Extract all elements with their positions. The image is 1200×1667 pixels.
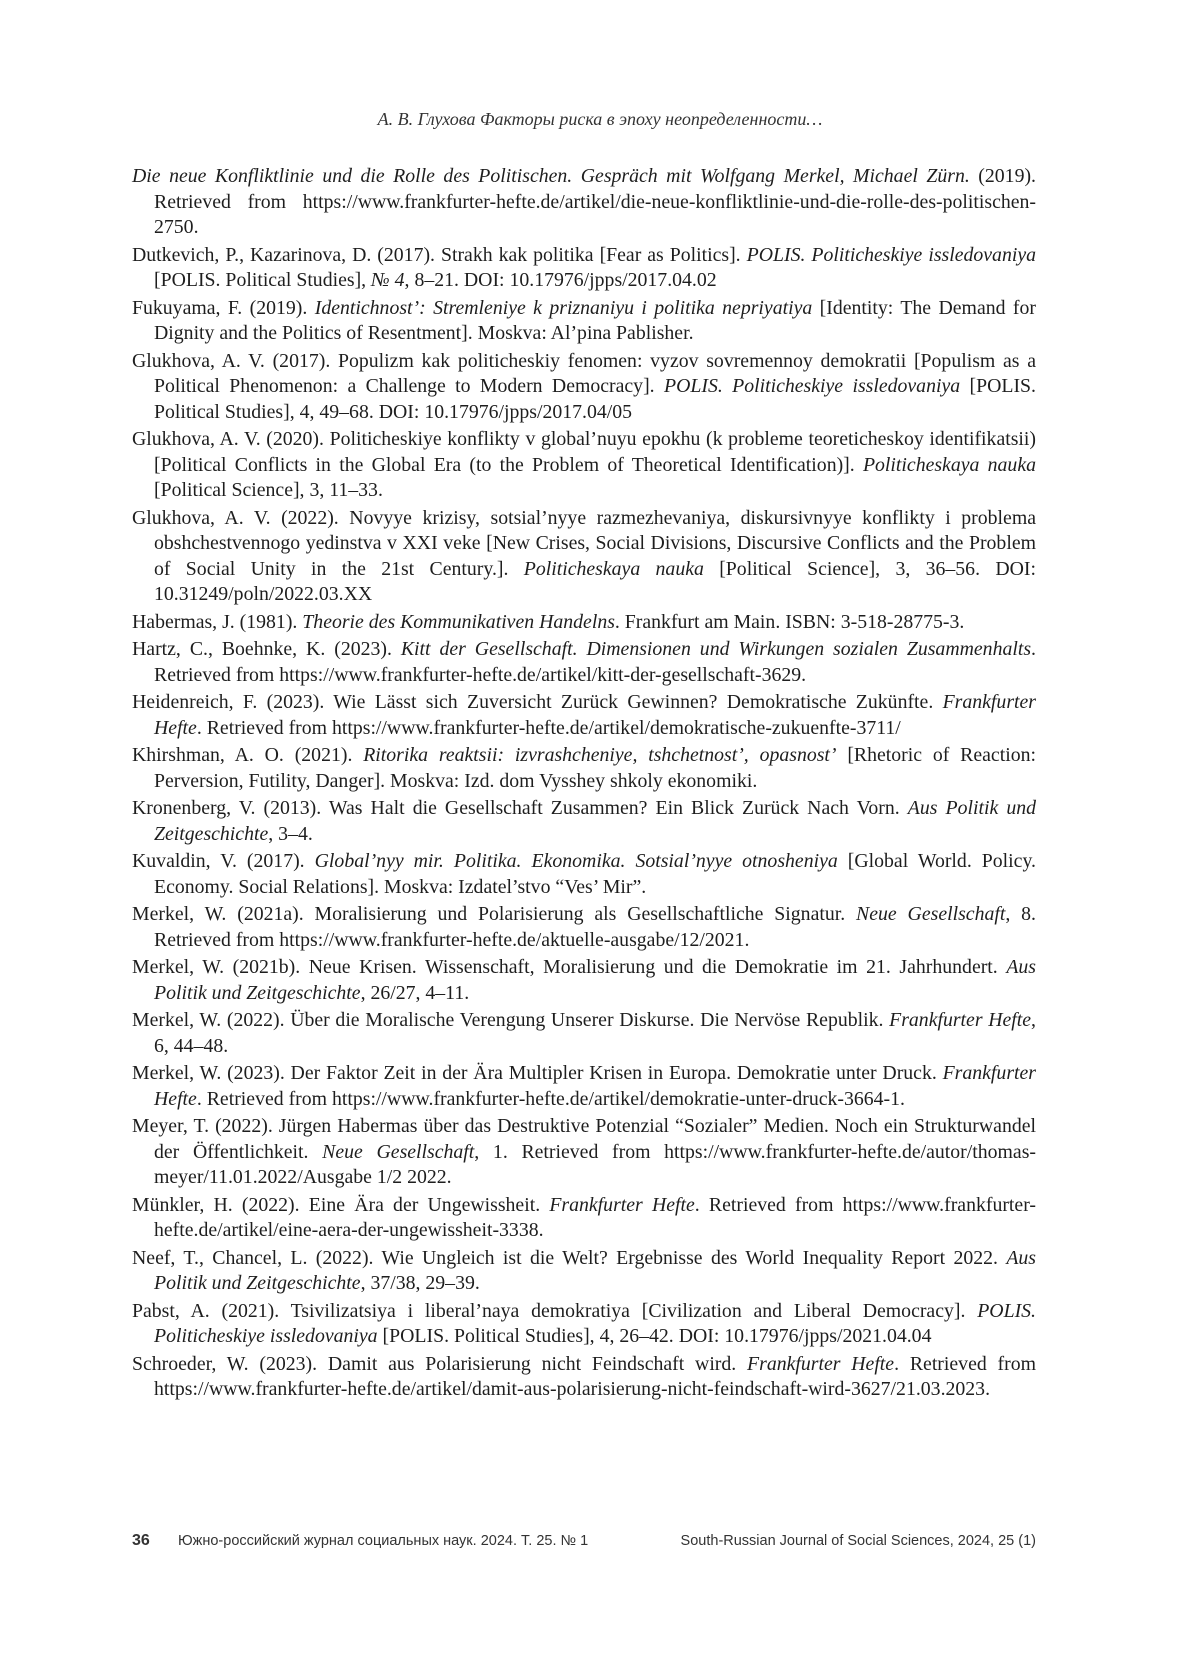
journal-title-en: South-Russian Journal of Social Sciences, 2024, 25 (1) xyxy=(680,1533,1036,1549)
reference-entry xyxy=(132,427,1036,504)
reference-text-segment: , 1. Retrieved from https://www.frankfurter-hefte.de/autor/thomas-meyer/11.01.2022/Ausgabe 1/2 2022. xyxy=(154,1140,1036,1188)
reference-entry xyxy=(132,1193,1036,1244)
reference-italic-segment: POLIS. Politicheskiye issledovaniya xyxy=(154,1299,1036,1347)
reference-italic-segment: № 4 xyxy=(371,269,405,291)
reference-text-segment: Münkler, H. (2022). Eine Ära der Ungewissheit. xyxy=(132,1193,550,1216)
reference-text-segment: . Frankfurt am Main. ISBN: 3-518-28775-3. xyxy=(614,610,965,633)
reference-entry xyxy=(132,796,1036,847)
reference-text-segment: Neef, T., Chancel, L. (2022). Wie Ungleich ist die Welt? Ergebnisse des World Inequality Report 2022. xyxy=(132,1246,1007,1269)
reference-entry xyxy=(132,1352,1036,1403)
reference-italic-segment: Frankfurter Hefte xyxy=(549,1193,695,1216)
reference-text-segment: . Retrieved from https://www.frankfurter-hefte.de/artikel/demokratische-zukuenfte-3711/ xyxy=(196,716,901,739)
reference-text-segment: , 8–21. DOI: 10.17976/jpps/2017.04.02 xyxy=(404,269,717,291)
reference-entry xyxy=(132,296,1036,347)
reference-text-segment: , 37/38, 29–39. xyxy=(360,1272,480,1294)
reference-italic-segment: Frankfurter Hefte xyxy=(747,1352,895,1375)
journal-title-ru: Южно-российский журнал социальных наук. 2024. Т. 25. № 1 xyxy=(178,1533,589,1549)
reference-entry xyxy=(132,243,1036,294)
reference-text-segment: . Retrieved from https://www.frankfurter-hefte.de/artikel/eine-aera-der-ungewissheit-3338. xyxy=(154,1193,1036,1241)
reference-entry xyxy=(132,349,1036,426)
page-number: 36 xyxy=(132,1532,150,1549)
reference-italic-segment: Global’nyy mir. Politika. Ekonomika. Sotsial’nyye otnosheniya xyxy=(314,850,838,872)
reference-text-segment: Schroeder, W. (2023). Damit aus Polarisierung nicht Feindschaft wird. xyxy=(132,1352,748,1375)
reference-text-segment: Kronenberg, V. (2013). Was Halt die Gesellschaft Zusammen? Ein Blick Zurück Nach Vorn. xyxy=(132,797,908,819)
reference-italic-segment: Aus Politik und Zeitgeschichte xyxy=(154,797,1036,845)
reference-entry xyxy=(132,1008,1036,1059)
reference-italic-segment: POLIS. Politicheskiye issledovaniya xyxy=(663,375,961,397)
reference-text-segment: Merkel, W. (2022). Über die Moralische Verengung Unserer Diskurse. Die Nervöse Republik. xyxy=(132,1009,890,1031)
reference-entry xyxy=(132,1061,1036,1112)
reference-entry xyxy=(132,610,1036,636)
reference-text-segment: Merkel, W. (2023). Der Faktor Zeit in der Ära Multipler Krisen in Europa. Demokratie unter Druck. xyxy=(132,1062,943,1084)
reference-entry xyxy=(132,902,1036,953)
reference-text-segment: . Retrieved from https://www.frankfurter-hefte.de/artikel/demokratie-unter-druck-3664-1. xyxy=(196,1087,905,1110)
reference-entry xyxy=(132,164,1036,241)
reference-text-segment: Hartz, C., Boehnke, K. (2023). xyxy=(132,638,401,660)
reference-text-segment: [Identity: The Demand for Dignity and the Politics of Resentment]. Moskva: Al’pina Pablisher. xyxy=(154,296,1036,344)
reference-text-segment: , 26/27, 4–11. xyxy=(360,981,470,1004)
reference-text-segment: Merkel, W. (2021a). Moralisierung und Polarisierung als Gesellschaftliche Signatur. xyxy=(132,903,857,925)
reference-italic-segment: Politicheskaya nauka xyxy=(862,453,1036,476)
reference-italic-segment: Kitt der Gesellschaft. Dimensionen und Wirkungen sozialen Zusammenhalts xyxy=(400,638,1032,660)
reference-text-segment: Fukuyama, F. (2019). xyxy=(132,296,315,319)
reference-italic-segment: Die neue Konfliktlinie und die Rolle des Politischen. Gespräch mit Wolfgang Merkel, Michael Zürn. xyxy=(132,165,970,187)
reference-text-segment: [POLIS. Political Studies], 4, 26–42. DOI: 10.17976/jpps/2021.04.04 xyxy=(377,1325,932,1347)
reference-entry xyxy=(132,1246,1036,1297)
reference-italic-segment: Aus Politik und Zeitgeschichte xyxy=(154,956,1036,1004)
reference-text-segment: [POLIS. Political Studies], 4, 49–68. DOI: 10.17976/jpps/2017.04/05 xyxy=(154,375,1036,423)
reference-entry xyxy=(132,637,1036,688)
reference-italic-segment: Neue Gesellschaft xyxy=(856,903,1006,925)
reference-text-segment: , 3–4. xyxy=(268,822,313,845)
reference-entry xyxy=(132,743,1036,794)
reference-italic-segment: Ritorika reaktsii: izvrashcheniye, tshchetnost’, opasnost’ xyxy=(363,744,837,766)
reference-entry xyxy=(132,849,1036,900)
reference-list xyxy=(132,164,1036,1405)
reference-italic-segment: Theorie des Kommunikativen Handelns xyxy=(302,610,615,633)
reference-text-segment: Heidenreich, F. (2023). Wie Lässt sich Zuversicht Zurück Gewinnen? Demokratische Zukünfte. xyxy=(132,691,943,713)
reference-text-segment: Kuvaldin, V. (2017). xyxy=(132,850,315,872)
reference-italic-segment: POLIS. Politicheskiye issledovaniya xyxy=(746,243,1037,266)
reference-text-segment: [Rhetoric of Reaction: Perversion, Futility, Danger]. Moskva: Izd. dom Vysshey shkoly ekonomiki. xyxy=(154,744,1036,792)
reference-text-segment: (2019). Retrieved from https://www.frankfurter-hefte.de/artikel/die-neue-konfliktlinie-und-die-rolle-des-politischen-2750. xyxy=(154,165,1036,238)
reference-text-segment: [Global World. Policy. Economy. Social Relations]. Moskva: Izdatel’stvo “Ves’ Mir”. xyxy=(154,850,1036,898)
reference-entry xyxy=(132,1114,1036,1191)
page-footer xyxy=(132,1532,1036,1556)
reference-italic-segment: Neue Gesellschaft xyxy=(322,1140,475,1163)
reference-entry xyxy=(132,506,1036,608)
reference-text-segment: Merkel, W. (2021b). Neue Krisen. Wissenschaft, Moralisierung und die Demokratie im 21. Jahrhundert. xyxy=(132,956,1007,978)
reference-text-segment: Glukhova, A. V. (2020). Politicheskiye konflikty v global’nuyu epokhu (k probleme teoreticheskoy identifikatsii) [Political Conflicts in the Global Era (to the Problem of Theoretical Identification)]. xyxy=(132,428,1036,476)
reference-entry xyxy=(132,1299,1036,1350)
reference-text-segment: [Political Science], 3, 36–56. DOI: 10.31249/poln/2022.03.XX xyxy=(154,557,1036,605)
reference-italic-segment: Frankfurter Hefte xyxy=(154,1062,1036,1110)
reference-text-segment: . Retrieved from https://www.frankfurter-hefte.de/artikel/damit-aus-polarisierung-nicht-feindschaft-wird-3627/21.03.2023. xyxy=(154,1352,1036,1400)
reference-text-segment: , 8. Retrieved from https://www.frankfurter-hefte.de/aktuelle-ausgabe/12/2021. xyxy=(154,903,1036,951)
reference-italic-segment: Frankfurter Hefte xyxy=(889,1009,1032,1031)
reference-entry xyxy=(132,690,1036,741)
running-title: А. В. Глухова Факторы риска в эпоху неопределенности… xyxy=(377,109,823,129)
reference-text-segment: Dutkevich, P., Kazarinova, D. (2017). Strakh kak politika [Fear as Politics]. xyxy=(132,243,747,266)
reference-italic-segment: Frankfurter Hefte xyxy=(154,691,1036,739)
reference-text-segment: [POLIS. Political Studies], xyxy=(154,269,372,291)
reference-entry xyxy=(132,955,1036,1006)
reference-text-segment: Glukhova, A. V. (2022). Novyye krizisy, sotsial’nyye razmezhevaniya, diskursivnyye konflikty i problema obshchestvennogo yedinstva v XXI veke [New Crises, Social Divisions, Discursive Conflicts and the Problem of Social Unity in the 21st Century.]. xyxy=(132,506,1036,580)
reference-text-segment: Meyer, T. (2022). Jürgen Habermas über das Destruktive Potenzial “Sozialer” Medien. Noch ein Strukturwandel der Öffentlichkeit. xyxy=(132,1115,1036,1163)
reference-text-segment: , 6, 44–48. xyxy=(154,1009,1036,1057)
reference-text-segment: [Political Science], 3, 11–33. xyxy=(154,479,383,501)
reference-text-segment: . Retrieved from https://www.frankfurter-hefte.de/artikel/kitt-der-gesellschaft-3629. xyxy=(154,638,1036,686)
reference-text-segment: Pabst, A. (2021). Tsivilizatsiya i liberal’naya demokratiya [Civilization and Liberal Democracy]. xyxy=(132,1299,978,1322)
reference-italic-segment: Identichnost’: Stremleniye k priznaniyu i politika nepriyatiya xyxy=(314,296,813,319)
reference-text-segment: Glukhova, A. V. (2017). Populizm kak politicheskiy fenomen: vyzov sovremennoy demokratii [Populism as a Political Phenomenon: a Challenge to Modern Democracy]. xyxy=(132,349,1036,397)
reference-text-segment: Khirshman, A. O. (2021). xyxy=(132,744,364,766)
reference-text-segment: Habermas, J. (1981). xyxy=(132,610,303,633)
reference-italic-segment: Politicheskaya nauka xyxy=(523,557,704,580)
reference-italic-segment: Aus Politik und Zeitgeschichte xyxy=(154,1246,1036,1294)
